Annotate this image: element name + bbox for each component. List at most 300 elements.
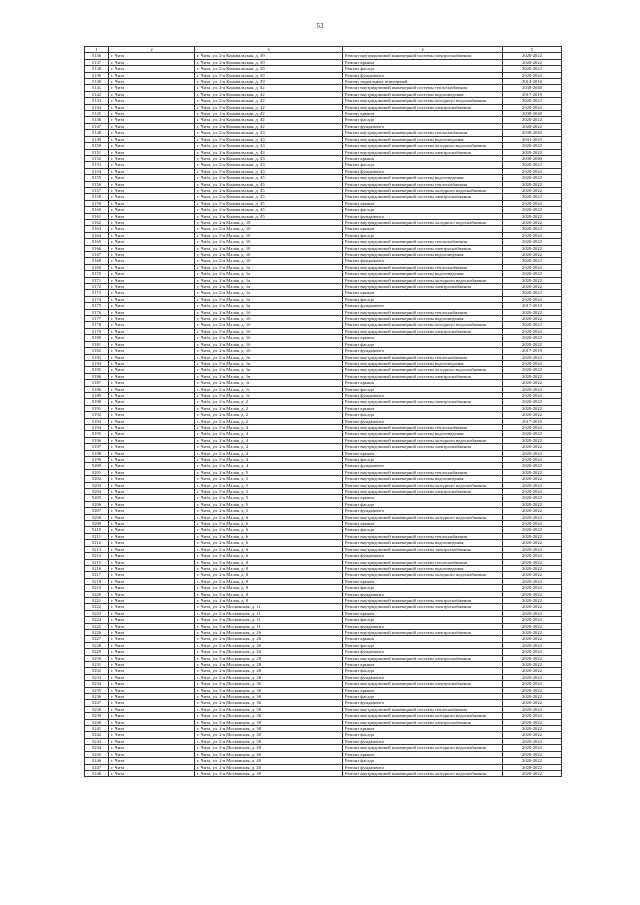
address-cell: г. Чита, ул. 2-я Малая, д. 4 [195,424,343,430]
address-cell: г. Чита, ул. 2-я Московская, д. 28 [195,655,343,661]
row-number-cell: 5151 [85,149,109,155]
municipality-cell: г. Чита [109,59,195,65]
municipality-cell: г. Чита [109,399,195,405]
municipality-cell: г. Чита [109,617,195,623]
period-cell: 2020-2022 [503,309,562,315]
row-number-cell: 5178 [85,322,109,328]
period-cell: 2020-2022 [503,194,562,200]
address-cell: г. Чита, ул. 2-я Московская, д. 11 [195,623,343,629]
municipality-cell: г. Чита [109,226,195,232]
row-number-cell: 5205 [85,495,109,501]
row-number-cell: 5209 [85,521,109,527]
period-cell: 2020-2022 [503,694,562,700]
address-cell: г. Чита, ул. 2-я Малая, д. 1б [195,341,343,347]
row-number-cell: 5229 [85,649,109,655]
work-type-cell: Ремонт внутридомовой инженерной системы водоотведения [343,175,503,181]
period-cell: 2020-2022 [503,700,562,706]
row-number-cell: 5227 [85,636,109,642]
work-type-cell: Ремонт фасада [343,66,503,72]
period-cell: 2020-2022 [503,629,562,635]
work-type-cell: Ремонт внутридомовой инженерной системы холодного водоснабжения [343,219,503,225]
work-type-cell: Ремонт крыши [343,450,503,456]
municipality-cell: г. Чита [109,380,195,386]
row-number-cell: 5183 [85,354,109,360]
row-number-cell: 5176 [85,309,109,315]
address-cell: г. Чита, ул. 2-я Малая, д. 1б [195,335,343,341]
work-type-cell: Ремонт внутридомовой инженерной системы теплоснабжения [343,181,503,187]
municipality-cell: г. Чита [109,694,195,700]
row-number-cell: 5230 [85,655,109,661]
work-type-cell: Ремонт фасада [343,732,503,738]
municipality-cell: г. Чита [109,175,195,181]
row-number-cell: 5137 [85,59,109,65]
row-number-cell: 5211 [85,533,109,539]
row-number-cell: 5212 [85,540,109,546]
address-cell: г. Чита, ул. 2-я Малая, д. 5 [195,469,343,475]
work-type-cell: Ремонт внутридомовой инженерной системы теплоснабжения [343,309,503,315]
address-cell: г. Чита, ул. 2-я Малая, д. 4 [195,463,343,469]
work-type-cell: Ремонт фундамента [343,591,503,597]
municipality-cell: г. Чита [109,450,195,456]
address-cell: г. Чита, ул. 2-я Малая, д. 5 [195,501,343,507]
period-cell: 2020-2022 [503,412,562,418]
row-number-cell: 5239 [85,713,109,719]
row-number-cell: 5206 [85,501,109,507]
address-cell: г. Чита, ул. 2-я Коновальская, д. 42 [195,85,343,91]
address-cell: г. Чита, ул. 2-я Московская, д. 26 [195,636,343,642]
period-cell: 2020-2022 [503,373,562,379]
row-number-cell: 5159 [85,200,109,206]
period-cell: 2020-2022 [503,495,562,501]
row-number-cell: 5140 [85,79,109,85]
period-cell: 2020-2022 [503,726,562,732]
municipality-cell: г. Чита [109,296,195,302]
work-type-cell: Ремонт фундамента [343,649,503,655]
address-cell: г. Чита, ул. 2-я Малая, д. 4 [195,450,343,456]
row-number-cell: 5138 [85,66,109,72]
municipality-cell: г. Чита [109,713,195,719]
work-type-cell: Ремонт фасада [343,412,503,418]
work-type-cell: Ремонт фундамента [343,213,503,219]
municipality-cell: г. Чита [109,559,195,565]
work-type-cell: Ремонт фасада [343,341,503,347]
municipality-cell: г. Чита [109,290,195,296]
municipality-cell: г. Чита [109,213,195,219]
period-cell: 2020-2022 [503,290,562,296]
period-cell: 2020-2022 [503,674,562,680]
period-cell: 2020-2022 [503,264,562,270]
work-type-cell: Ремонт крыши [343,521,503,527]
address-cell: г. Чита, ул. 2-я Малая, д. 5 [195,508,343,514]
municipality-cell: г. Чита [109,271,195,277]
period-cell: 2020-2022 [503,219,562,225]
period-cell: 2017-2019 [503,348,562,354]
work-type-cell: Ремонт внутридомовой инженерной системы водоотведения [343,540,503,546]
row-number-cell: 5185 [85,367,109,373]
row-number-cell: 5170 [85,271,109,277]
municipality-cell: г. Чита [109,527,195,533]
period-cell: 2020-2022 [503,617,562,623]
address-cell: г. Чита, ул. 2-я Московская, д. 40 [195,745,343,751]
municipality-cell: г. Чита [109,629,195,635]
period-cell: 2020-2022 [503,168,562,174]
row-number-cell: 5136 [85,53,109,59]
municipality-cell: г. Чита [109,187,195,193]
period-cell: 2014-2016 [503,79,562,85]
municipality-cell: г. Чита [109,476,195,482]
row-number-cell: 5202 [85,476,109,482]
period-cell: 2020-2022 [503,296,562,302]
period-cell: 2017-2019 [503,418,562,424]
municipality-cell: г. Чита [109,553,195,559]
work-type-cell: Ремонт подвальных помещений [343,79,503,85]
column-header: 3 [195,47,343,53]
page-number: 53 [316,22,324,30]
work-type-cell: Ремонт крыши [343,59,503,65]
work-type-cell: Ремонт внутридомовой инженерной системы холодного водоснабжения [343,514,503,520]
address-cell: г. Чита, ул. 2-я Коновальская, д. 39 [195,59,343,65]
municipality-cell: г. Чита [109,674,195,680]
work-type-cell: Ремонт фундамента [343,764,503,770]
period-cell: 2020-2022 [503,578,562,584]
work-type-cell: Ремонт фундамента [343,258,503,264]
row-number-cell: 5232 [85,668,109,674]
column-header: 2 [109,47,195,53]
row-number-cell: 5197 [85,444,109,450]
municipality-cell: г. Чита [109,104,195,110]
municipality-cell: г. Чита [109,245,195,251]
address-cell: г. Чита, ул. 2-я Малая, д. 4 [195,437,343,443]
row-number-cell: 5173 [85,290,109,296]
work-type-cell: Ремонт внутридомовой инженерной системы электроснабжения [343,655,503,661]
work-type-cell: Ремонт фундамента [343,392,503,398]
row-number-cell: 5157 [85,187,109,193]
municipality-cell: г. Чита [109,136,195,142]
period-cell: 2020-2022 [503,457,562,463]
address-cell: г. Чита, ул. 2-я Малая, д. 2 [195,418,343,424]
row-number-cell: 5171 [85,277,109,283]
column-header: 4 [343,47,503,53]
address-cell: г. Чита, ул. 2-я Московская, д. 38 [195,732,343,738]
municipality-cell: г. Чита [109,726,195,732]
period-cell: 2020-2022 [503,386,562,392]
period-cell: 2020-2022 [503,405,562,411]
row-number-cell: 5152 [85,155,109,161]
address-cell: г. Чита, ул. 2-я Московская, д. 11 [195,617,343,623]
address-cell: г. Чита, ул. 2-я Малая, д. 1в [195,360,343,366]
municipality-cell: г. Чита [109,745,195,751]
address-cell: г. Чита, ул. 2-я Московская, д. 36 [195,687,343,693]
municipality-cell: г. Чита [109,72,195,78]
period-cell: 2020-2022 [503,540,562,546]
work-type-cell: Ремонт внутридомовой инженерной системы водоотведения [343,252,503,258]
row-number-cell: 5163 [85,226,109,232]
row-number-cell: 5188 [85,386,109,392]
municipality-cell: г. Чита [109,181,195,187]
work-type-cell: Ремонт крыши [343,290,503,296]
repair-schedule-table [84,46,562,777]
address-cell: г. Чита, ул. 2-я Коновальская, д. 42 [195,91,343,97]
row-number-cell: 5199 [85,457,109,463]
municipality-cell: г. Чита [109,85,195,91]
row-number-cell: 5162 [85,219,109,225]
work-type-cell: Ремонт крыши [343,726,503,732]
address-cell: г. Чита, ул. 2-я Малая, д. 1в [195,367,343,373]
work-type-cell: Ремонт крыши [343,578,503,584]
work-type-cell: Ремонт фасада [343,501,503,507]
period-cell: 2020-2022 [503,316,562,322]
row-number-cell: 5175 [85,303,109,309]
work-type-cell: Ремонт внутридомовой инженерной системы электроснабжения [343,194,503,200]
address-cell: г. Чита, ул. 2-я Московская, д. 28 [195,668,343,674]
work-type-cell: Ремонт внутридомовой инженерной системы водоотведения [343,136,503,142]
work-type-cell: Ремонт фасада [343,527,503,533]
municipality-cell: г. Чита [109,309,195,315]
address-cell: г. Чита, ул. 2-я Московская, д. 38 [195,719,343,725]
row-number-cell: 5218 [85,578,109,584]
address-cell: г. Чита, ул. 2-я Московская, д. 36 [195,694,343,700]
period-cell: 2020-2022 [503,713,562,719]
work-type-cell: Ремонт внутридомовой инженерной системы электроснабжения [343,284,503,290]
address-cell: г. Чита, ул. 2-я Коновальская, д. 39 [195,53,343,59]
address-cell: г. Чита, ул. 2-я Московская, д. 40 [195,770,343,776]
row-number-cell: 5200 [85,463,109,469]
period-cell: 2020-2022 [503,745,562,751]
address-cell: г. Чита, ул. 2-я Малая, д. 10 [195,239,343,245]
municipality-cell: г. Чита [109,418,195,424]
period-cell: 2020-2022 [503,770,562,776]
municipality-cell: г. Чита [109,514,195,520]
address-cell: г. Чита, ул. 2-я Коновальская, д. 43 [195,149,343,155]
work-type-cell: Ремонт крыши [343,405,503,411]
address-cell: г. Чита, ул. 2-я Малая, д. 4 [195,457,343,463]
work-type-cell: Ремонт внутридомовой инженерной системы холодного водоснабжения [343,745,503,751]
municipality-cell: г. Чита [109,764,195,770]
period-cell: 2020-2022 [503,482,562,488]
municipality-cell: г. Чита [109,405,195,411]
municipality-cell: г. Чита [109,232,195,238]
work-type-cell: Ремонт крыши [343,687,503,693]
municipality-cell: г. Чита [109,642,195,648]
address-cell: г. Чита, ул. 2-я Московская, д. 40 [195,751,343,757]
address-cell: г. Чита, ул. 2-я Малая, д. 1г [195,392,343,398]
period-cell: 2020-2022 [503,706,562,712]
address-cell: г. Чита, ул. 2-я Московская, д. 28 [195,662,343,668]
period-cell: 2020-2022 [503,610,562,616]
work-type-cell: Ремонт внутридомовой инженерной системы холодного водоснабжения [343,322,503,328]
row-number-cell: 5148 [85,130,109,136]
municipality-cell: г. Чита [109,501,195,507]
address-cell: г. Чита, ул. 2-я Малая, д. 1б [195,316,343,322]
period-cell: 2020-2022 [503,553,562,559]
address-cell: г. Чита, ул. 2-я Малая, д. 6 [195,540,343,546]
row-number-cell: 5156 [85,181,109,187]
municipality-cell: г. Чита [109,719,195,725]
address-cell: г. Чита, ул. 2-я Малая, д. 8 [195,578,343,584]
address-cell: г. Чита, ул. 2-я Малая, д. 1б [195,328,343,334]
row-number-cell: 5221 [85,597,109,603]
row-number-cell: 5207 [85,508,109,514]
address-cell: г. Чита, ул. 2-я Коновальская, д. 43 [195,130,343,136]
work-type-cell: Ремонт крыши [343,610,503,616]
row-number-cell: 5187 [85,380,109,386]
work-type-cell: Ремонт внутридомовой инженерной системы водоотведения [343,476,503,482]
period-cell: 2020-2022 [503,232,562,238]
address-cell: г. Чита, ул. 2-я Московская, д. 38 [195,726,343,732]
row-number-cell: 5186 [85,373,109,379]
row-number-cell: 5240 [85,719,109,725]
row-number-cell: 5219 [85,585,109,591]
row-number-cell: 5191 [85,405,109,411]
row-number-cell: 5190 [85,399,109,405]
row-number-cell: 5182 [85,348,109,354]
address-cell: г. Чита, ул. 2-я Коновальская, д. 45 [195,194,343,200]
municipality-cell: г. Чита [109,341,195,347]
address-cell: г. Чита, ул. 2-я Коновальская, д. 39 [195,79,343,85]
municipality-cell: г. Чита [109,610,195,616]
period-cell: 2020-2022 [503,437,562,443]
work-type-cell: Ремонт внутридомовой инженерной системы холодного водоснабжения [343,770,503,776]
work-type-cell: Ремонт фасада [343,585,503,591]
municipality-cell: г. Чита [109,533,195,539]
address-cell: г. Чита, ул. 2-я Малая, д. 5 [195,489,343,495]
work-type-cell: Ремонт внутридомовой инженерной системы теплоснабжения [343,469,503,475]
municipality-cell: г. Чита [109,258,195,264]
work-type-cell: Ремонт внутридомовой инженерной системы теплоснабжения [343,264,503,270]
work-type-cell: Ремонт внутридомовой инженерной системы электроснабжения [343,53,503,59]
row-number-cell: 5196 [85,437,109,443]
municipality-cell: г. Чита [109,681,195,687]
row-number-cell: 5149 [85,136,109,142]
work-type-cell: Ремонт фундамента [343,623,503,629]
address-cell: г. Чита, ул. 2-я Малая, д. 2 [195,399,343,405]
address-cell: г. Чита, ул. 2-я Московская, д. 26 [195,642,343,648]
period-cell: 2020-2022 [503,322,562,328]
address-cell: г. Чита, ул. 2-я Московская, д. 28 [195,674,343,680]
period-cell: 2020-2022 [503,469,562,475]
row-number-cell: 5246 [85,758,109,764]
period-cell: 2020-2022 [503,187,562,193]
address-cell: г. Чита, ул. 2-я Коновальская, д. 45 [195,181,343,187]
row-number-cell: 5242 [85,732,109,738]
period-cell: 2020-2022 [503,59,562,65]
address-cell: г. Чита, ул. 2-я Коновальская, д. 42 [195,104,343,110]
work-type-cell: Ремонт крыши [343,380,503,386]
address-cell: г. Чита, ул. 2-я Малая, д. 10 [195,232,343,238]
municipality-cell: г. Чита [109,655,195,661]
work-type-cell: Ремонт внутридомовой инженерной системы теплоснабжения [343,130,503,136]
period-cell: 2020-2022 [503,533,562,539]
municipality-cell: г. Чита [109,239,195,245]
municipality-cell: г. Чита [109,91,195,97]
address-cell: г. Чита, ул. 2-я Малая, д. 1а [195,284,343,290]
municipality-cell: г. Чита [109,200,195,206]
table-row [85,770,562,776]
row-number-cell: 5154 [85,168,109,174]
address-cell: г. Чита, ул. 2-я Малая, д. 6 [195,546,343,552]
row-number-cell: 5147 [85,123,109,129]
address-cell: г. Чита, ул. 2-я Коновальская, д. 43 [195,155,343,161]
table-body [85,53,562,777]
period-cell: 2020-2022 [503,758,562,764]
municipality-cell: г. Чита [109,252,195,258]
municipality-cell: г. Чита [109,758,195,764]
work-type-cell: Ремонт внутридомовой инженерной системы водоотведения [343,316,503,322]
work-type-cell: Ремонт фундамента [343,168,503,174]
period-cell: 2020-2022 [503,565,562,571]
row-number-cell: 5177 [85,316,109,322]
address-cell: г. Чита, ул. 2-я Московская, д. 40 [195,764,343,770]
work-type-cell: Ремонт внутридомовой инженерной системы теплоснабжения [343,424,503,430]
work-type-cell: Ремонт внутридомовой инженерной системы водоотведения [343,565,503,571]
work-type-cell: Ремонт фасада [343,296,503,302]
row-number-cell: 5168 [85,258,109,264]
row-number-cell: 5208 [85,514,109,520]
work-type-cell: Ремонт внутридомовой инженерной системы водоотведения [343,271,503,277]
work-type-cell: Ремонт внутридомовой инженерной системы теплоснабжения [343,533,503,539]
address-cell: г. Чита, ул. 2-я Малая, д. 10 [195,252,343,258]
row-number-cell: 5194 [85,424,109,430]
period-cell: 2020-2022 [503,367,562,373]
row-number-cell: 5155 [85,175,109,181]
work-type-cell: Ремонт крыши [343,155,503,161]
municipality-cell: г. Чита [109,123,195,129]
address-cell: г. Чита, ул. 2-я Коновальская, д. 42 [195,117,343,123]
address-cell: г. Чита, ул. 2-я Малая, д. 1б [195,309,343,315]
work-type-cell: Ремонт внутридомовой инженерной системы холодного водоснабжения [343,367,503,373]
municipality-cell: г. Чита [109,706,195,712]
period-cell: 2041-2043 [503,136,562,142]
municipality-cell: г. Чита [109,597,195,603]
work-type-cell: Ремонт внутридомовой инженерной системы электроснабжения [343,629,503,635]
work-type-cell: Ремонт крыши [343,662,503,668]
address-cell: г. Чита, ул. 2-я Коновальская, д. 39 [195,66,343,72]
period-cell: 2020-2022 [503,591,562,597]
row-number-cell: 5226 [85,629,109,635]
address-cell: г. Чита, ул. 2-я Малая, д. 8 [195,591,343,597]
work-type-cell: Ремонт фасада [343,457,503,463]
address-cell: г. Чита, ул. 2-я Московская, д. 36 [195,681,343,687]
municipality-cell: г. Чита [109,482,195,488]
municipality-cell: г. Чита [109,565,195,571]
address-cell: г. Чита, ул. 2-я Малая, д. 1в [195,373,343,379]
row-number-cell: 5161 [85,213,109,219]
row-number-cell: 5169 [85,264,109,270]
row-number-cell: 5204 [85,489,109,495]
period-cell: 2020-2022 [503,399,562,405]
row-number-cell: 5225 [85,623,109,629]
address-cell: г. Чита, ул. 2-я Московская, д. 26 [195,649,343,655]
period-cell: 2020-2022 [503,277,562,283]
municipality-cell: г. Чита [109,424,195,430]
period-cell: 2020-2022 [503,501,562,507]
row-number-cell: 5237 [85,700,109,706]
row-number-cell: 5198 [85,450,109,456]
municipality-cell: г. Чита [109,508,195,514]
row-number-cell: 5241 [85,726,109,732]
period-cell: 2020-2022 [503,271,562,277]
address-cell: г. Чита, ул. 2-я Малая, д. 8 [195,572,343,578]
address-cell: г. Чита, ул. 2-я Малая, д. 8 [195,559,343,565]
period-cell: 2020-2022 [503,123,562,129]
period-cell: 2020-2022 [503,284,562,290]
work-type-cell: Ремонт фундамента [343,123,503,129]
work-type-cell: Ремонт внутридомовой инженерной системы холодного водоснабжения [343,98,503,104]
municipality-cell: г. Чита [109,328,195,334]
period-cell: 2020-2022 [503,642,562,648]
address-cell: г. Чита, ул. 2-я Малая, д. 2 [195,412,343,418]
work-type-cell: Ремонт крыши [343,226,503,232]
